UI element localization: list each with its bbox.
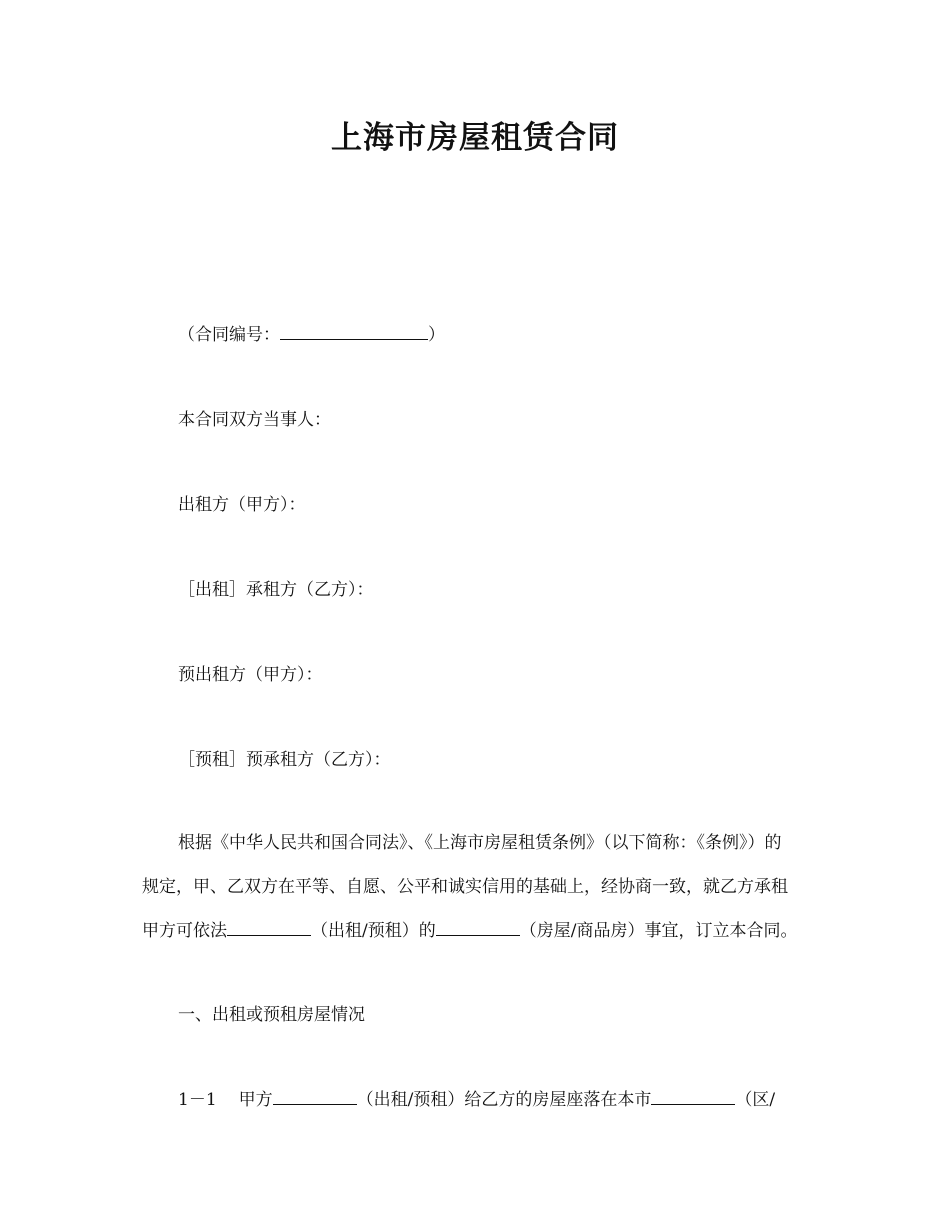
pre-lessee-line: ［预租］预承租方（乙方）：	[178, 750, 391, 770]
preamble-line-1: 根据《中华人民共和国合同法》、《上海市房屋租赁条例》（以下简称：《条例》）的	[178, 833, 782, 853]
clause-1-1	[178, 1085, 775, 1110]
preamble-line-3	[142, 916, 797, 941]
district-blank	[651, 1090, 735, 1105]
parties-heading: 本合同双方当事人：	[178, 410, 331, 430]
contract-number-close: ）	[428, 325, 445, 345]
document-title: 上海市房屋租赁合同	[331, 120, 619, 156]
pre-lessor-line: 预出租方（甲方）：	[178, 665, 323, 685]
property-type-blank	[436, 921, 520, 936]
contract-number-line	[178, 320, 445, 345]
lessee-line: ［出租］承租方（乙方）：	[178, 580, 374, 600]
clause-1-1-part-c: （区/	[735, 1090, 776, 1110]
section-1-heading: 一、出租或预租房屋情况	[178, 1005, 365, 1025]
contract-number-blank	[280, 325, 428, 340]
preamble-line-3-end: （房屋/商品房）事宜，订立本合同。	[519, 921, 798, 941]
lessor-line: 出租方（甲方）：	[178, 495, 306, 515]
clause-1-1-part-b: （出租/预租）给乙方的房屋座落在本市	[356, 1090, 652, 1110]
clause-1-1-part-a: 甲方	[238, 1090, 273, 1110]
contract-number-label: （合同编号：	[178, 325, 280, 345]
preamble-line-2: 规定，甲、乙双方在平等、自愿、公平和诚实信用的基础上，经协商一致，就乙方承租	[142, 877, 788, 897]
preamble-line-3-start: 甲方可依法	[142, 921, 227, 941]
preamble-paragraph	[142, 828, 814, 948]
clause-lease-type-blank	[273, 1090, 357, 1105]
preamble-line-3-mid: （出租/预租）的	[311, 921, 436, 941]
clause-1-1-number: 1－1	[178, 1090, 217, 1110]
lease-type-blank	[227, 921, 311, 936]
